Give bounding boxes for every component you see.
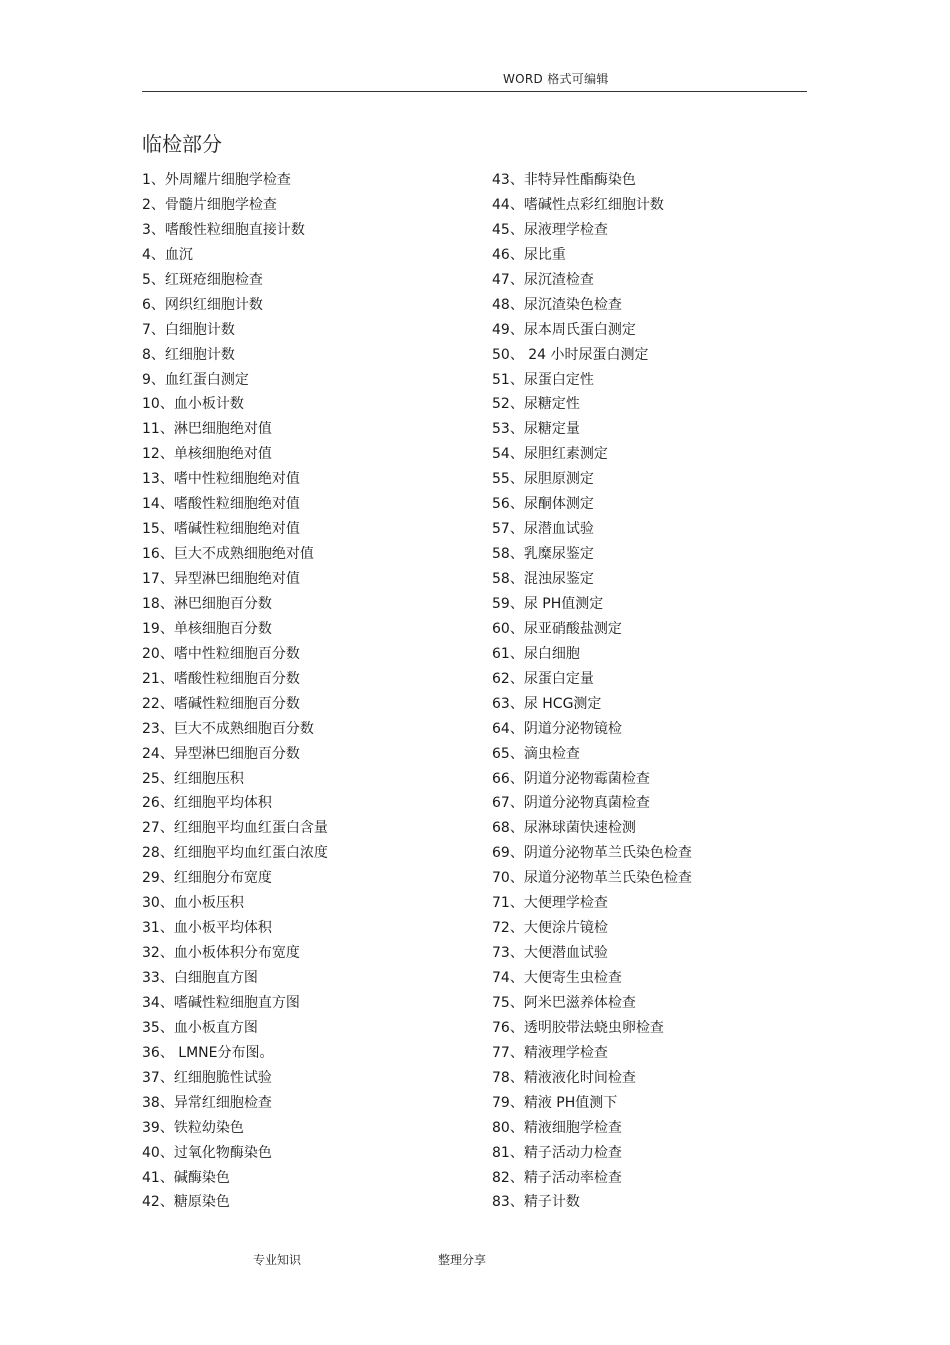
list-item: 76、透明胶带法蛲虫卵检查 [492,1019,664,1036]
list-item: 39、铁粒幼染色 [142,1119,244,1136]
list-item: 44、嗜碱性点彩红细胞计数 [492,196,664,213]
list-item: 40、过氧化物酶染色 [142,1144,272,1161]
list-item: 55、尿胆原测定 [492,471,594,488]
list-item: 4、血沉 [142,246,193,263]
list-item: 78、精液液化时间检查 [492,1069,636,1086]
list-item: 49、尿本周氏蛋白测定 [492,321,636,338]
list-item: 62、尿蛋白定量 [492,670,594,687]
list-item: 19、单核细胞百分数 [142,620,272,637]
list-item: 53、尿糖定量 [492,421,580,438]
list-item: 29、红细胞分布宽度 [142,870,272,887]
list-item: 24、异型淋巴细胞百分数 [142,745,300,762]
list-item: 36、 LMNE分布图。 [142,1044,274,1061]
list-item: 41、碱酶染色 [142,1169,230,1186]
list-item: 27、红细胞平均血红蛋白含量 [142,820,328,837]
list-item: 83、精子计数 [492,1194,580,1211]
list-item: 69、阴道分泌物革兰氏染色检查 [492,845,692,862]
list-item: 50、 24 小时尿蛋白测定 [492,346,649,363]
list-item: 56、尿酮体测定 [492,496,594,513]
list-item: 61、尿白细胞 [492,645,580,662]
list-item: 20、嗜中性粒细胞百分数 [142,645,300,662]
list-item: 75、阿米巴滋养体检查 [492,994,636,1011]
list-item: 17、异型淋巴细胞绝对值 [142,571,300,587]
list-item: 28、红细胞平均血红蛋白浓度 [142,845,328,862]
list-item: 6、网织红细胞计数 [142,296,263,313]
footer-right-text: 整理分享 [438,1253,487,1267]
list-item: 11、淋巴细胞绝对值 [142,421,272,438]
list-item: 57、尿潜血试验 [492,521,594,538]
list-item: 12、单核细胞绝对值 [142,446,272,463]
list-item: 16、巨大不成熟细胞绝对值 [142,546,314,563]
list-item: 47、尿沉渣检查 [492,271,594,288]
list-item: 10、血小板计数 [142,396,244,413]
document-title: 临检部分 [142,132,222,156]
list-item: 63、尿 HCG测定 [492,695,602,712]
list-item: 70、尿道分泌物革兰氏染色检查 [492,870,692,887]
list-item: 31、血小板平均体积 [142,920,272,937]
list-item: 15、嗜碱性粒细胞绝对值 [142,521,300,538]
list-item: 37、红细胞脆性试验 [142,1069,272,1086]
list-item: 52、尿糖定性 [492,396,580,413]
list-item: 42、糖原染色 [142,1194,230,1211]
list-item: 43、非特异性酯酶染色 [492,172,636,188]
list-item: 38、异常红细胞检查 [142,1094,272,1111]
list-item: 26、红细胞平均体积 [142,795,272,812]
list-item: 74、大便寄生虫检查 [492,970,622,986]
list-item: 80、精液细胞学检查 [492,1119,622,1136]
list-item: 3、嗜酸性粒细胞直接计数 [142,221,305,238]
list-item: 14、嗜酸性粒细胞绝对值 [142,496,300,513]
test-list-right-column [492,168,812,1215]
list-item: 68、尿淋球菌快速检测 [492,820,636,837]
list-item: 30、血小板压积 [142,895,244,912]
list-item: 81、精子活动力检查 [492,1144,622,1161]
list-item: 45、尿液理学检查 [492,221,608,238]
list-item: 77、精液理学检查 [492,1044,608,1061]
list-item: 35、血小板直方图 [142,1019,258,1036]
list-item: 59、尿 PH值测定 [492,595,604,612]
list-item: 8、红细胞计数 [142,346,235,363]
list-item: 82、精子活动率检查 [492,1169,622,1186]
list-item: 13、嗜中性粒细胞绝对值 [142,471,300,488]
list-item: 33、白细胞直方图 [142,970,258,986]
list-item: 32、血小板体积分布宽度 [142,945,300,962]
list-item: 51、尿蛋白定性 [492,371,594,388]
test-list-left-column [142,168,462,1215]
list-item: 22、嗜碱性粒细胞百分数 [142,695,300,712]
list-item: 7、白细胞计数 [142,321,235,338]
list-item: 1、外周耀片细胞学检查 [142,172,291,188]
list-item: 60、尿亚硝酸盐测定 [492,620,622,637]
list-item: 18、淋巴细胞百分数 [142,595,272,612]
header-divider [142,91,807,92]
list-item: 65、滴虫检查 [492,745,580,762]
list-item: 71、大便理学检查 [492,895,608,912]
list-item: 66、阴道分泌物霉菌检查 [492,770,650,787]
list-item: 2、骨髓片细胞学检查 [142,196,277,213]
list-item: 54、尿胆红素测定 [492,446,608,463]
list-item: 23、巨大不成熟细胞百分数 [142,720,314,737]
list-item: 5、红斑疮细胞检查 [142,271,263,288]
list-item: 67、阴道分泌物真菌检查 [492,795,650,812]
list-item: 25、红细胞压积 [142,770,244,787]
list-item: 73、大便潜血试验 [492,945,608,962]
footer-left-text: 专业知识 [253,1253,302,1267]
list-item: 9、血红蛋白测定 [142,371,249,388]
list-item: 79、精液 PH值测下 [492,1094,618,1111]
list-item: 64、阴道分泌物镜检 [492,720,622,737]
list-item: 46、尿比重 [492,246,566,263]
list-item: 48、尿沉渣染色检查 [492,296,622,313]
list-item: 34、嗜碱性粒细胞直方图 [142,994,300,1011]
list-item: 58、乳糜尿鉴定 [492,546,594,563]
list-item: 21、嗜酸性粒细胞百分数 [142,670,300,687]
list-item: 58、混浊尿鉴定 [492,571,594,587]
header-title: WORD 格式可编辑 [503,72,609,86]
list-item: 72、大便涂片镜检 [492,920,608,937]
